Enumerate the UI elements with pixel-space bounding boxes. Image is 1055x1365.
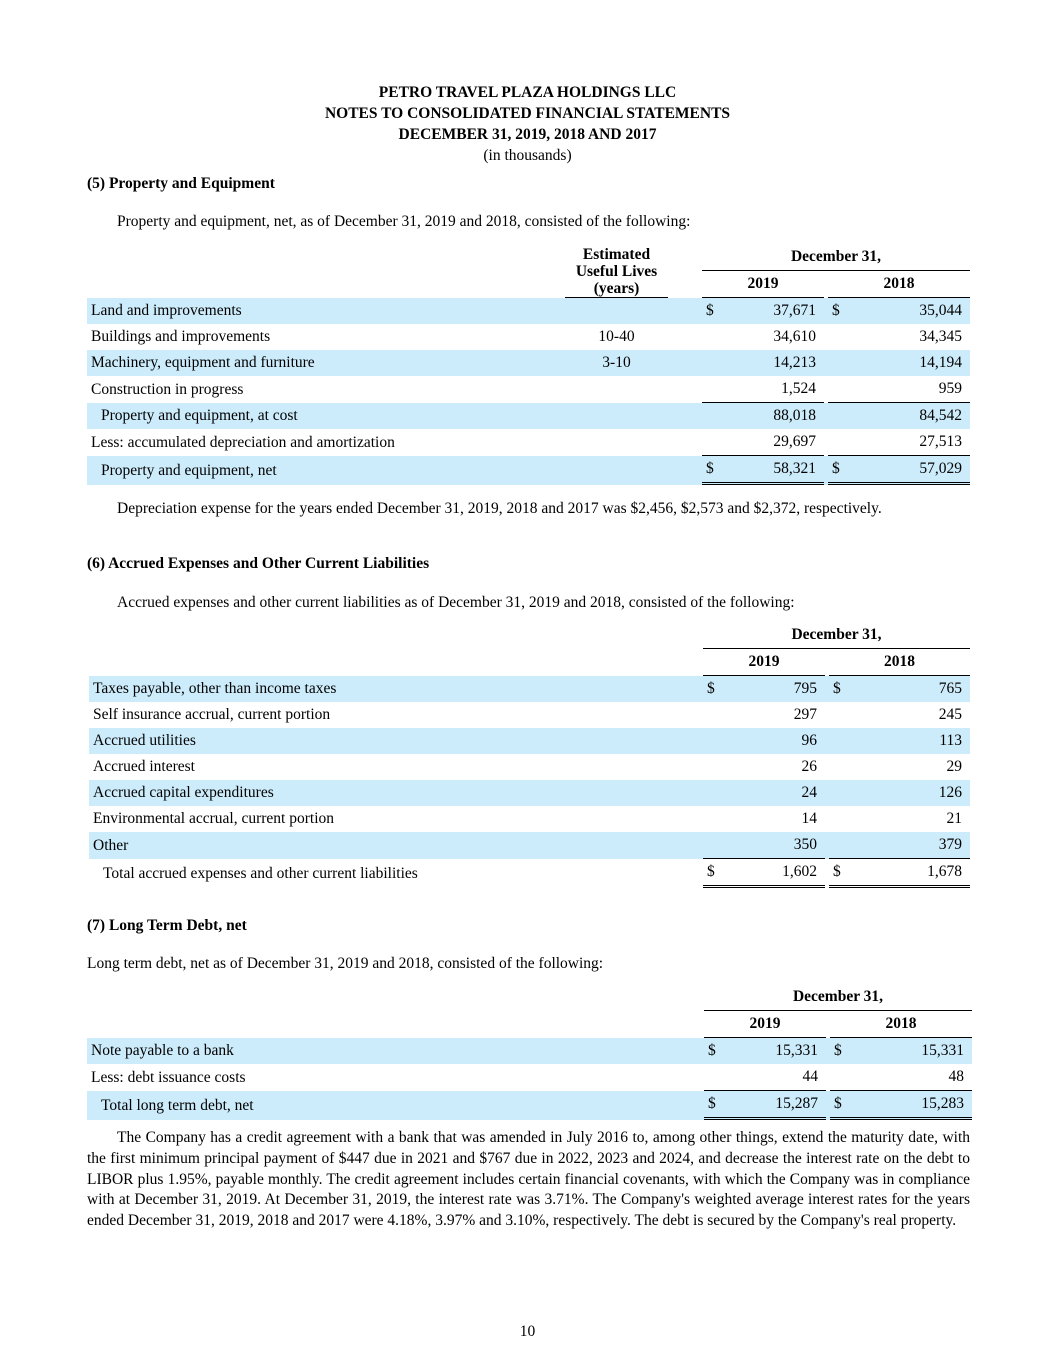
table-row: Note payable to a bank $ 15,331 $ 15,331 [87,1038,972,1064]
table-row-subtotal: Property and equipment, at cost 88,018 84,542 [87,403,970,429]
year-2018-header: 2018 [828,271,970,298]
table-row: Other 350 379 [89,832,970,859]
section-5-title: (5) Property and Equipment [87,175,275,192]
table-row-total: Property and equipment, net $ 58,321 $ 57,029 [87,456,970,485]
section-7-intro: Long term debt, net as of December 31, 2019 and 2018, consisted of the following: [87,955,604,972]
document-header [0,82,1055,166]
table-row: Taxes payable, other than income taxes $ 795 $ 765 [89,676,970,702]
section-5-intro: Property and equipment, net, as of December 31, 2019 and 2018, consisted of the following: [117,213,691,230]
section-7-title: (7) Long Term Debt, net [87,917,247,934]
table-row-total: Total long term debt, net $ 15,287 $ 15,283 [87,1091,972,1120]
table-row: Environmental accrual, current portion 14 21 [93,810,962,827]
table-row: Accrued utilities 96 113 [89,728,970,754]
table-row: Less: debt issuance costs 44 48 [87,1064,972,1091]
table-row: Accrued interest 26 29 [93,758,962,775]
table-row: Self insurance accrual, current portion 297 245 [93,706,962,723]
year-2018-header: 2018 [829,649,970,676]
table-row: Machinery, equipment and furniture 3-10 14,213 14,194 [87,350,970,376]
year-2019-header: 2019 [703,649,825,676]
table-row: Less: accumulated depreciation and amortization 29,697 27,513 [87,429,970,456]
credit-agreement-note: The Company has a credit agreement with a bank that was amended in July 2016 to, among other things, extend the maturity date, with the first minimum principal payment of $447 due in 2021 and $767 due in 2022, 2023 and 2024, and decrease the interest rate on the debt to LIBOR plus 1.95%, payable monthly. The credit agreement includes certain financial covenants, with which the Company was in compliance with at December 31, 2019. At December 31, 2019, the interest rate was 3.71%. The Company's weighted average interest rates for the years ended December 31, 2019, 2018 and 2017 were 4.18%, 3.97% and 3.10%, respectively. The debt is secured by the Company's real property. [87,1129,970,1230]
year-2019-header: 2019 [704,1011,826,1038]
table-row-total: Total accrued expenses and other current liabilities $ 1,602 $ 1,678 [89,859,970,888]
depreciation-note: Depreciation expense for the years ended December 31, 2019, 2018 and 2017 was $2,456, $2,573 and $2,372, respectively. [117,500,882,517]
december-31-header: December 31, [703,622,970,649]
useful-lives-header: Estimated Useful Lives (years) [565,244,668,298]
units-note: (in thousands) [483,147,572,164]
december-31-header: December 31, [702,244,970,271]
company-name: PETRO TRAVEL PLAZA HOLDINGS LLC [378,84,677,101]
document-title: NOTES TO CONSOLIDATED FINANCIAL STATEMENTS [324,105,731,122]
december-31-header: December 31, [704,984,972,1011]
long-term-debt-table [87,984,972,1120]
table-row: Land and improvements $ 37,671 $ 35,044 [87,298,970,324]
year-2018-header: 2018 [830,1011,972,1038]
statement-dates: DECEMBER 31, 2019, 2018 AND 2017 [398,126,657,143]
section-6-title: (6) Accrued Expenses and Other Current Liabilities [87,555,430,572]
table-row: Buildings and improvements 10-40 34,610 34,345 [91,328,962,345]
table-row: Construction in progress 1,524 959 [87,376,970,403]
table-row: Accrued capital expenditures 24 126 [89,780,970,806]
accrued-expenses-table [89,622,970,888]
section-6-intro: Accrued expenses and other current liabilities as of December 31, 2019 and 2018, consisted of the following: [117,594,795,611]
page-number: 10 [519,1323,536,1340]
year-2019-header: 2019 [702,271,824,298]
property-equipment-table [87,244,970,485]
